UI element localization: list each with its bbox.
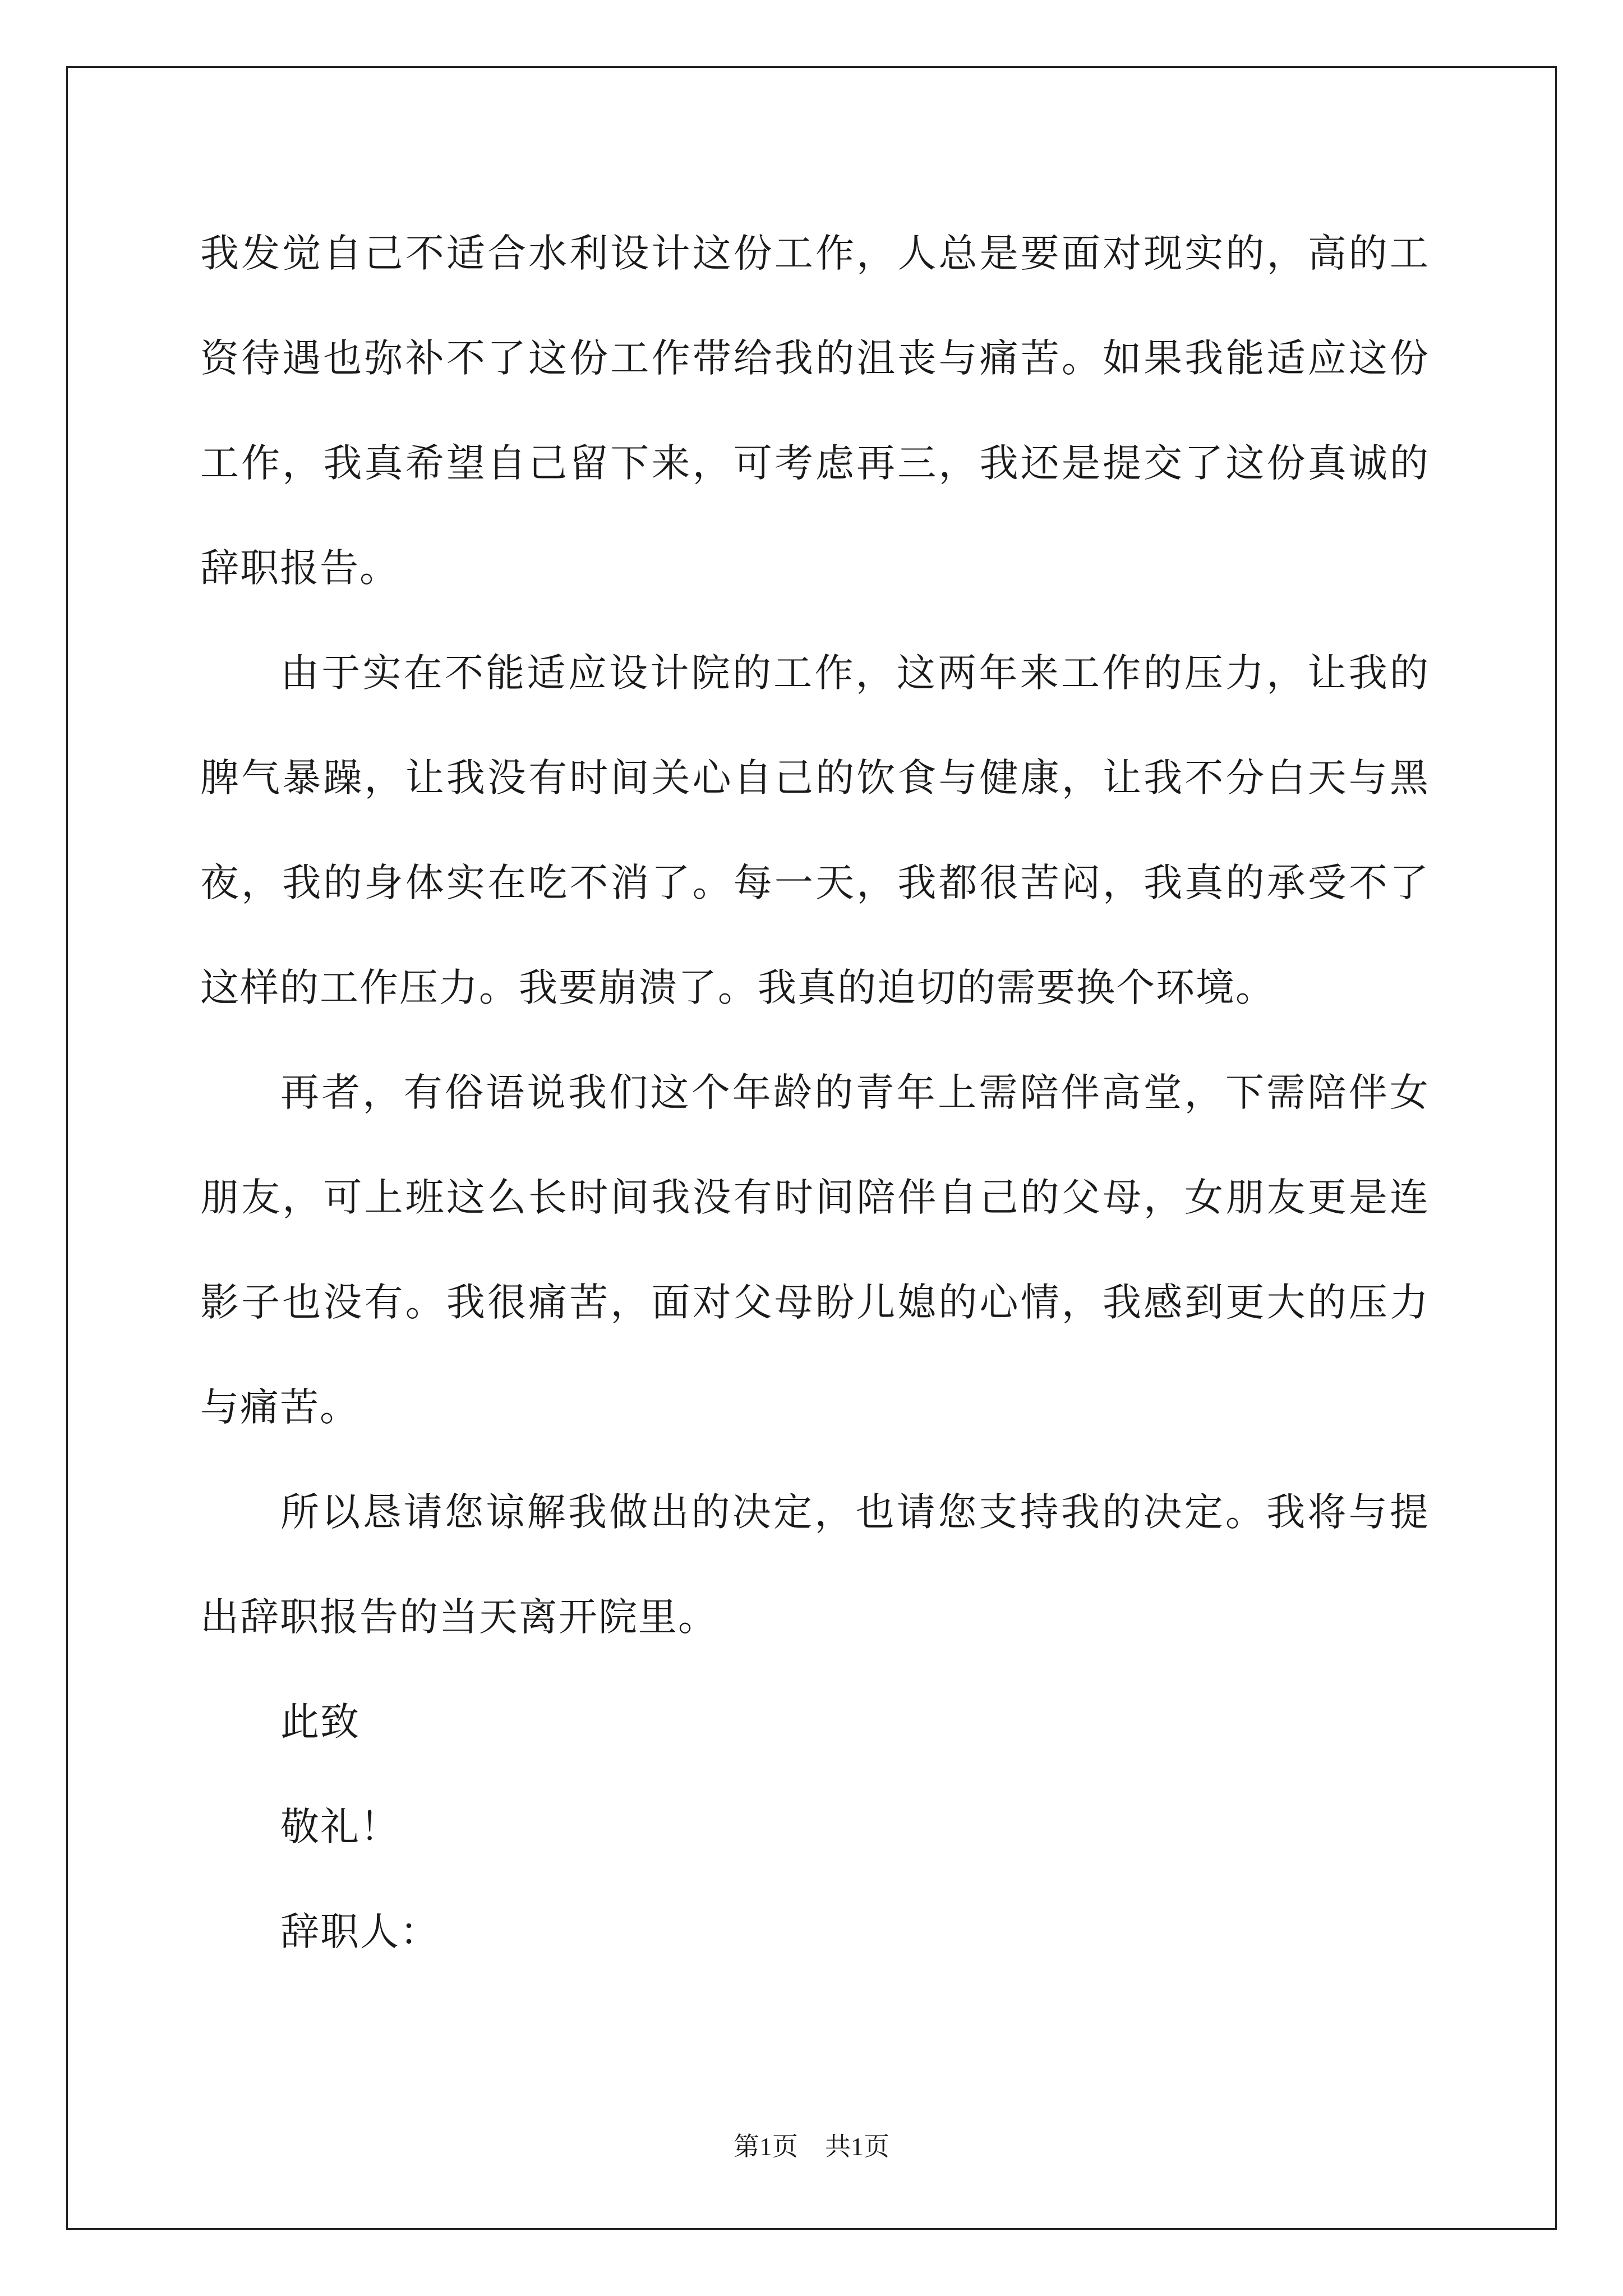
salutation: 此致 — [280, 1700, 360, 1745]
text-line: 资待遇也弥补不了这份工作带给我的沮丧与痛苦。如果我能适应这份 — [200, 336, 1428, 381]
text-line: 再者，有俗语说我们这个年龄的青年上需陪伴高堂，下需陪伴女 — [280, 1070, 1428, 1115]
page-footer — [0, 2134, 1623, 2160]
page-number: 第1页 — [734, 2132, 798, 2161]
page-border — [66, 66, 1557, 2230]
text-line: 与痛苦。 — [200, 1385, 359, 1430]
text-line: 我发觉自己不适合水利设计这份工作，人总是要面对现实的，高的工 — [200, 231, 1428, 276]
text-line: 夜，我的身体实在吃不消了。每一天，我都很苦闷，我真的承受不了 — [200, 861, 1428, 905]
text-line: 由于实在不能适应设计院的工作，这两年来工作的压力，让我的 — [280, 651, 1428, 696]
text-line: 工作，我真希望自己留下来，可考虑再三，我还是提交了这份真诚的 — [200, 441, 1428, 486]
text-line: 影子也没有。我很痛苦，面对父母盼儿媳的心情，我感到更大的压力 — [200, 1280, 1428, 1325]
page-total: 共1页 — [825, 2132, 889, 2161]
text-line: 这样的工作压力。我要崩溃了。我真的迫切的需要换个环境。 — [200, 965, 1275, 1010]
signature-label: 辞职人： — [280, 1910, 440, 1954]
text-line: 辞职报告。 — [200, 546, 399, 591]
text-line: 脾气暴躁，让我没有时间关心自己的饮食与健康，让我不分白天与黑 — [200, 756, 1428, 800]
text-line: 朋友，可上班这么长时间我没有时间陪伴自己的父母，女朋友更是连 — [200, 1175, 1428, 1220]
closing: 敬礼！ — [280, 1805, 400, 1849]
text-line: 出辞职报告的当天离开院里。 — [200, 1595, 718, 1640]
text-line: 所以恳请您谅解我做出的决定，也请您支持我的决定。我将与提 — [280, 1490, 1428, 1535]
